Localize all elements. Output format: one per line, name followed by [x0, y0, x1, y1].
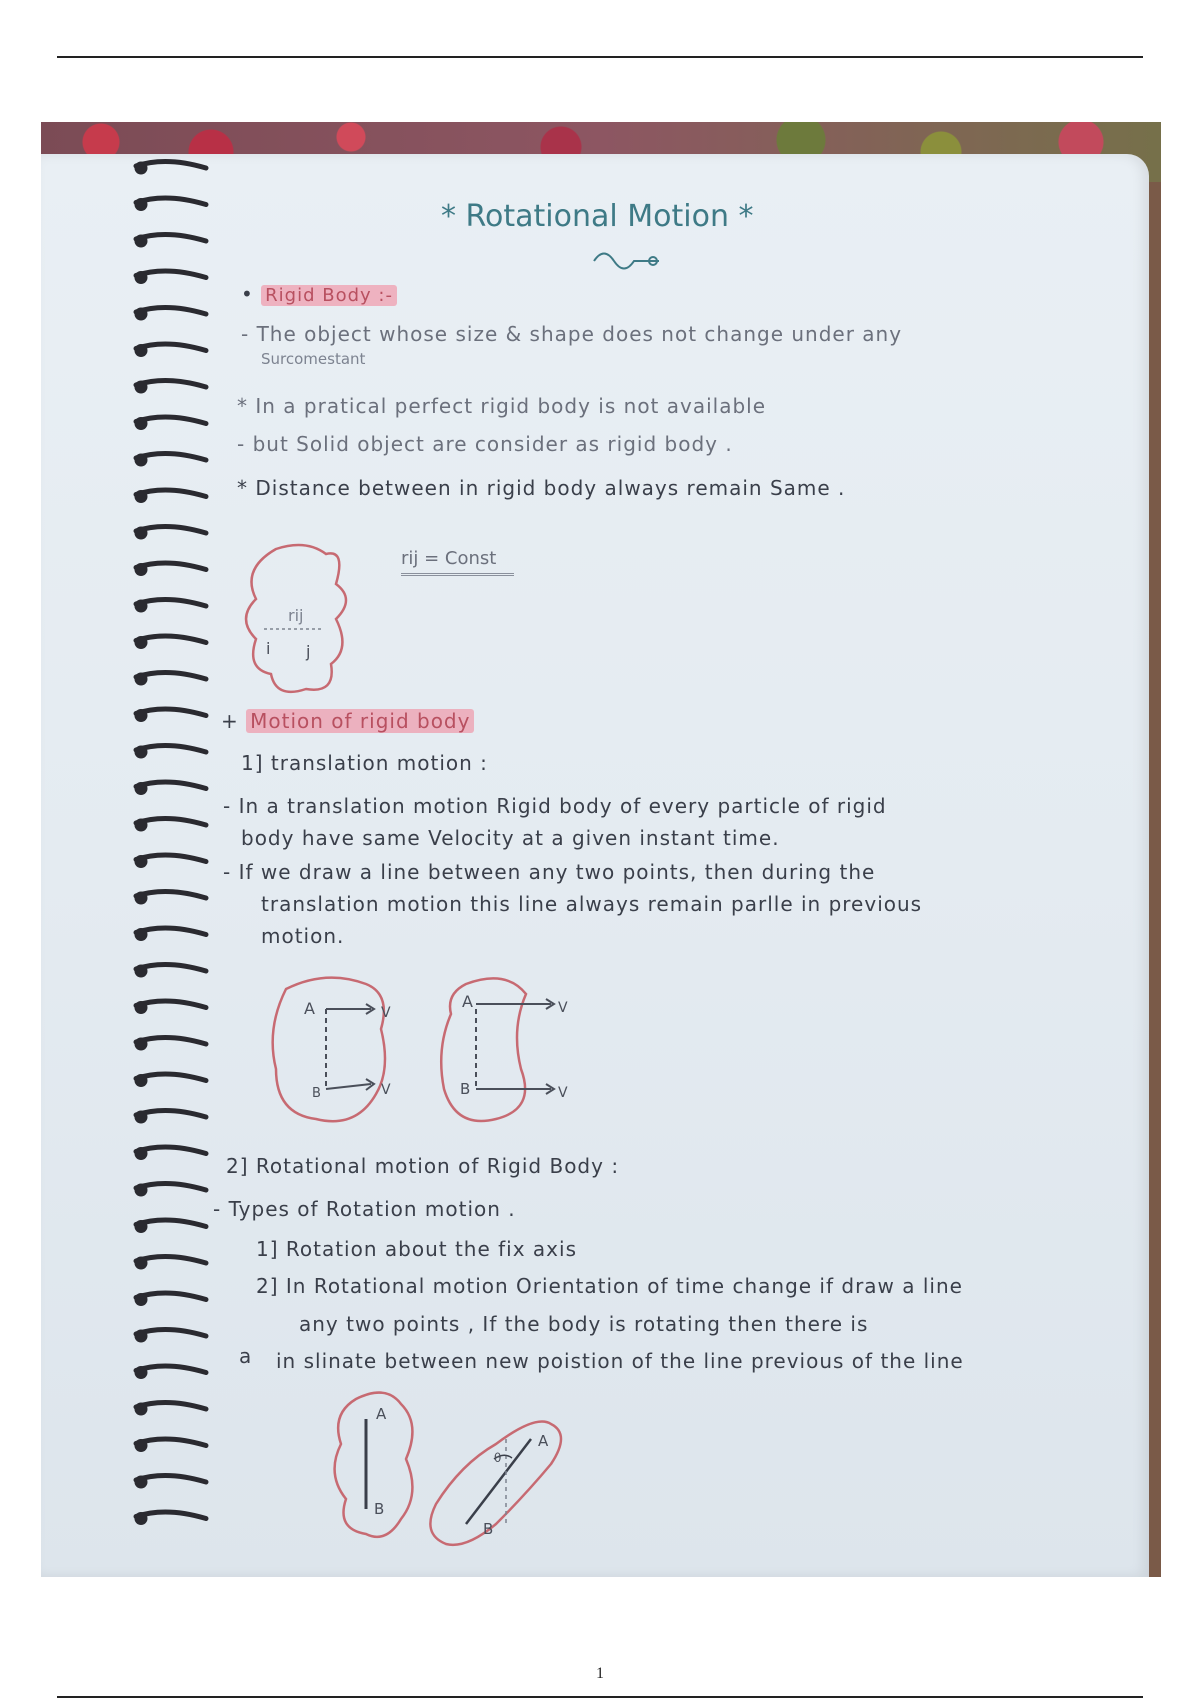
translation-line-2: body have same Velocity at a given instant time.: [241, 826, 780, 850]
spiral-hole: [137, 931, 145, 939]
spiral-hole: [137, 1478, 145, 1486]
spiral-hole: [137, 1077, 145, 1085]
trans-label-b1: B: [312, 1086, 321, 1101]
rotational-line-4: any two points , If the body is rotating then there is: [299, 1312, 869, 1336]
translation-line-5: motion.: [261, 924, 345, 948]
motion-heading: + Motion of rigid body: [221, 709, 474, 733]
spiral-hole: [137, 1113, 145, 1121]
spiral-hole: [137, 201, 145, 209]
rotational-line-2: 1] Rotation about the fix axis: [256, 1237, 577, 1261]
blob-rij-label: rij: [288, 606, 304, 625]
rigid-line-4: - but Solid object are consider as rigid body .: [237, 432, 733, 456]
spiral-hole: [137, 748, 145, 756]
spiral-hole: [137, 1369, 145, 1377]
spiral-hole: [137, 821, 145, 829]
spiral-hole: [137, 858, 145, 866]
rotational-line-3: 2] In Rotational motion Orientation of time change if draw a line: [256, 1274, 963, 1298]
spiral-hole: [137, 164, 145, 172]
spiral-hole: [137, 602, 145, 610]
trans-label-b2: B: [460, 1080, 471, 1098]
spiral-hole: [137, 1332, 145, 1340]
spiral-hole: [137, 1040, 145, 1048]
rotational-line-5: a: [239, 1344, 253, 1368]
notebook-page: [41, 154, 1149, 1577]
rot-label-a1: A: [376, 1405, 387, 1423]
translation-line-4: translation motion this line always remain parlle in previous: [261, 892, 923, 916]
spiral-binding: [41, 154, 241, 1577]
rigid-line-1: - The object whose size & shape does not change under any: [241, 322, 903, 346]
blob-i-label: i: [266, 639, 271, 658]
translation-line-1: - In a translation motion Rigid body of every particle of rigid: [223, 794, 887, 818]
rotational-line-1: - Types of Rotation motion .: [213, 1197, 516, 1221]
trans-label-v1: V: [381, 1005, 391, 1021]
spiral-hole: [137, 639, 145, 647]
spiral-hole: [137, 1296, 145, 1304]
spiral-hole: [137, 1405, 145, 1413]
trans-label-v4: V: [558, 1085, 568, 1101]
spiral-hole: [137, 383, 145, 391]
spiral-hole: [137, 1186, 145, 1194]
title-underline-doodle: [589, 246, 669, 276]
spiral-hole: [137, 456, 145, 464]
spiral-hole: [137, 1442, 145, 1450]
rij-formula: rij = Const: [401, 548, 514, 576]
spiral-hole: [137, 529, 145, 537]
spiral-hole: [137, 1223, 145, 1231]
spiral-hole: [137, 310, 145, 318]
spiral-hole: [137, 785, 145, 793]
page-title: * Rotational Motion *: [441, 199, 754, 234]
trans-label-a2: A: [462, 992, 473, 1011]
spiral-hole: [137, 566, 145, 574]
rot-label-b2: B: [483, 1520, 494, 1538]
spiral-hole: [137, 420, 145, 428]
spiral-hole: [137, 347, 145, 355]
page-number: 1: [596, 1665, 604, 1682]
rigid-body-blob-diagram: [236, 539, 366, 704]
spiral-hole: [137, 1515, 145, 1523]
spiral-hole: [137, 1150, 145, 1158]
spiral-hole: [137, 237, 145, 245]
spiral-hole: [137, 493, 145, 501]
rigid-line-5: * Distance between in rigid body always remain Same .: [237, 476, 846, 500]
spiral-hole: [137, 274, 145, 282]
spiral-hole: [137, 712, 145, 720]
trans-label-v2: V: [381, 1082, 391, 1098]
spiral-hole: [137, 1259, 145, 1267]
bottom-rule: [57, 1696, 1143, 1698]
translation-line-3: - If we draw a line between any two points, then during the: [223, 860, 876, 884]
rotation-diagram: [326, 1384, 606, 1559]
spiral-hole: [137, 675, 145, 683]
blob-j-label: j: [306, 642, 311, 661]
rot-label-a2: A: [538, 1432, 549, 1450]
translation-heading: 1] translation motion :: [241, 751, 488, 775]
rigid-line-2: Surcomestant: [261, 350, 366, 368]
spiral-hole: [137, 967, 145, 975]
spiral-hole: [137, 1004, 145, 1012]
rotational-line-6: in slinate between new poistion of the line previous of the line: [276, 1349, 964, 1373]
rot-label-b1: B: [374, 1500, 385, 1518]
trans-label-a1: A: [304, 999, 315, 1018]
rot-label-theta: θ: [494, 1451, 502, 1465]
spiral-hole: [137, 894, 145, 902]
trans-label-v3: V: [558, 1000, 568, 1016]
rigid-line-3: * In a pratical perfect rigid body is not available: [237, 394, 767, 418]
rotational-heading: 2] Rotational motion of Rigid Body :: [226, 1154, 620, 1178]
translation-diagram: [266, 969, 626, 1139]
top-rule: [57, 56, 1143, 58]
rigid-body-heading: • Rigid Body :-: [241, 282, 397, 306]
notebook-photo: [41, 122, 1161, 1577]
